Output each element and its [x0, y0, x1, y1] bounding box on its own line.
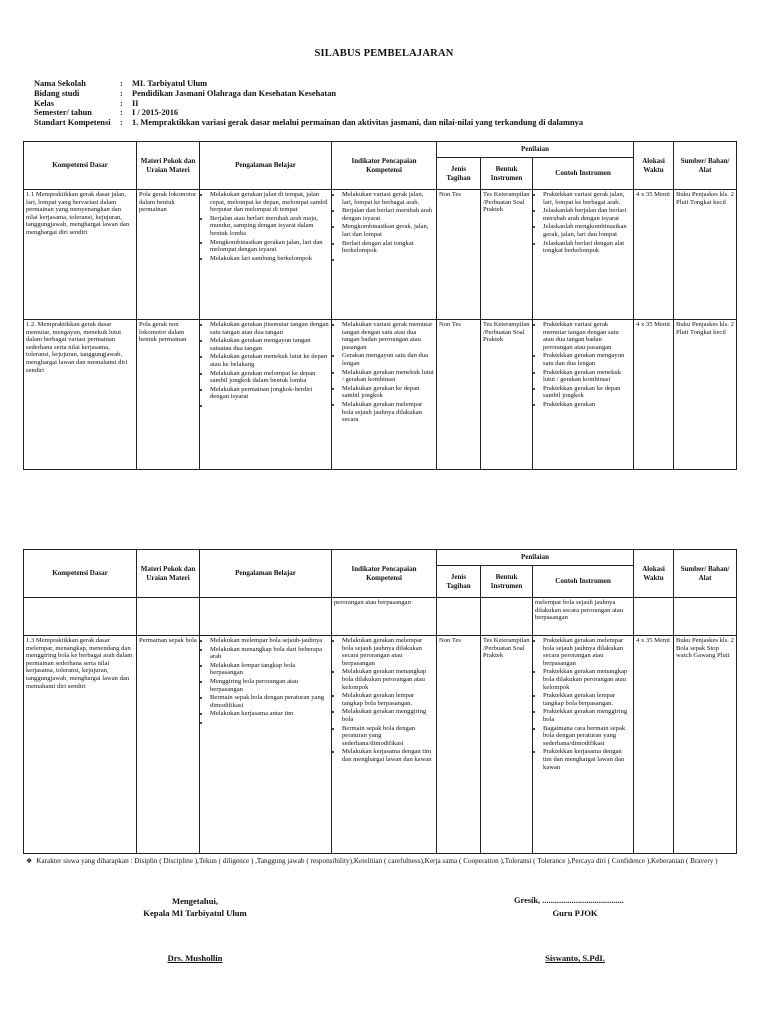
materi-cell: Permainan sepak bola	[137, 636, 200, 854]
header-penilaian: Penilaian	[437, 142, 634, 158]
pengalaman-cell	[200, 636, 332, 854]
sumber-cell: Buku Penjaskes kls. 2 Bola sepak Stop watch Gawang Pluit	[674, 636, 737, 854]
list-item: • Jelaskanlah berjalan dan berlari merubah arah dengan isyarat	[543, 207, 631, 222]
list-item: • Melakukan variasi gerak memutar tangan dengan satu atau dua tangan badan perorangan atau pasangan	[342, 321, 434, 351]
header-sumber: Sumber/ Bahan/ Alat	[674, 142, 737, 190]
table-row	[24, 190, 737, 320]
school-info	[34, 79, 583, 128]
info-label: Kelas	[34, 98, 55, 108]
jenis-cell: Non Tes	[437, 190, 481, 320]
list-item: • Melakukan gerakan menekuk lutut ke depan atau ke belakang	[210, 353, 329, 368]
list-item: • Menggiring bola perorangan atau berpasangan	[210, 678, 329, 693]
jenis-cell: Non Tes	[437, 320, 481, 470]
header-contoh: Contoh Instrumen	[533, 566, 634, 598]
pengalaman-cell	[200, 190, 332, 320]
header-alokasi: Alokasi Waktu	[634, 550, 674, 598]
bentuk-cell: Tes Keterampilan /Perbuatan Soal Praktek	[481, 320, 533, 470]
table-row	[24, 320, 737, 470]
indikator-cell	[332, 636, 437, 854]
list-item: • Gerakan mengayun satu dan dua lengan	[342, 352, 434, 367]
list-item	[210, 402, 329, 410]
list-item: • Melakukan gerakan mengayun tangan satuatau dua tangan	[210, 337, 329, 352]
list-item: • Melakukan menangkap bola dari beberapa arah	[210, 646, 329, 661]
header-indikator: Indikator Pencapaian Kompetensi	[332, 142, 437, 190]
header-sumber: Sumber/ Bahan/ Alat	[674, 550, 737, 598]
list-item: • Praktekkan variasi gerak memutar tangan dengan satu atau dua tangan badan perorangan atau pasangan	[543, 321, 631, 351]
list-item: • Berjalan dan berlari merubah arah dengan isyarat	[342, 207, 434, 222]
syllabus-table-2	[23, 549, 737, 854]
list-item: • Praktekkan gerakan menangkap bola dilakukan perorangan atau kelompok	[543, 668, 631, 691]
materi-cell: Pola gerak lokomotor dalam bentuk permainan	[137, 190, 200, 320]
list-item: • Melakukan permainan jongkok-berdiri dengan isyarat	[210, 386, 329, 401]
list-item: • Melakukan kerjasama antar tim	[210, 710, 329, 718]
list-item: • Melakukan kerjasama dengan tim dan menghargai lawan dan kawan	[342, 748, 434, 763]
alokasi-cell: 4 x 35 Menit	[634, 190, 674, 320]
info-row: Standart Kompetensi : 1. Mempraktikkan variasi gerak dasar melalui permainan dan aktivitas jasmani, dan nilai-nilai yang terkandung di dalamnya	[34, 118, 584, 128]
sumber-cell: Buku Penjaskes kls. 2 Pluit Tongkat kecil	[674, 190, 737, 320]
list-item: • Jelaskanlah berlari dengan alat tongkat berkelompok	[543, 240, 631, 255]
info-label: Semester/ tahun	[34, 108, 92, 118]
list-item: • Bermain sepak bola dengan peraturan yang sederhana/dimodifikasi	[342, 725, 434, 748]
header-materi: Materi Pokok dan Uraian Materi	[137, 142, 200, 190]
contoh-continuation: melempar bola sejauh jauhnya dilakukan secara perorangan atau berpasangan	[533, 598, 634, 636]
alokasi-cell: 4 x 35 Menit	[634, 636, 674, 854]
info-value: MI. Tarbiyatul Ulum	[132, 79, 208, 88]
sumber-cell: Buku Penjaskes kls. 2 Pluit Tongkat kecil	[674, 320, 737, 470]
list-item: • Melakukan gerakan jinsmutar tangan dengan satu tangan atau dua tangan	[210, 321, 329, 336]
header-jenis: Jenis Tagihan	[437, 566, 481, 598]
bentuk-cell: Tes Keterampilan /Perbuatan Soal Praktek	[481, 636, 533, 854]
list-item: • Melakukan gerakan menggiring bola	[342, 708, 434, 723]
list-item: • Mengkombinasikan gerakan jalan, lari dan melompat dengan isyarat	[210, 239, 329, 254]
karakter-note	[26, 857, 736, 866]
info-value: Pendidikan Jasmani Olahraga dan Kesehatan Kesehatan	[132, 88, 337, 98]
list-item: • Melakukan gerakan lempar tangkap bola berpasangan.	[342, 692, 434, 707]
list-item: • Praktekkan gerakan lempar tangkap bola berpasangan.	[543, 692, 631, 707]
header-pengalaman: Pengalaman Belajar	[200, 550, 332, 598]
info-value: 1. Mempraktikkan variasi gerak dasar melalui permainan dan aktivitas jasmani, dan nilai-nilai yang terkandung di dalamnya	[132, 118, 584, 128]
principal-name: Drs. Mushollin	[167, 953, 223, 963]
header-bentuk: Bentuk Instrumen	[481, 158, 533, 190]
list-item	[342, 256, 434, 264]
header-contoh: Contoh Instrumen	[533, 158, 634, 190]
list-item: • Praktekkan gerakan menekuk lutut / gerakan kombinasi	[543, 369, 631, 384]
mengetahui-label: Mengetahui,	[171, 896, 219, 906]
info-row: Nama Sekolah : MI. Tarbiyatul Ulum	[34, 79, 208, 88]
info-value: II	[132, 98, 139, 108]
header-kompetensi: Kompetensi Dasar	[24, 550, 137, 598]
info-label: Standart Kompetensi	[34, 118, 111, 128]
principal-title: Kepala MI Tarbiyatul Ulum	[143, 908, 247, 918]
list-item: • Melakukan gerakan melompat ke depan sambil jongkok dalam bentuk lomba	[210, 370, 329, 385]
alokasi-cell: 4 x 35 Menit	[634, 320, 674, 470]
bentuk-cell: Tes Keterampilan /Perbuatan Soal Praktek	[481, 190, 533, 320]
list-item: • Praktekkan gerakan ke depan sambil jongkok	[543, 385, 631, 400]
list-item: • Melakukan variasi gerak jalan, lari, lompat ke berbagai arah.	[342, 191, 434, 206]
table-row	[24, 598, 737, 636]
list-item: • Mengkombinasikan gerak, jalan, lari dan lompat	[342, 223, 434, 238]
list-item: • Bermain sepak bola dengan peraturan yang dimodifikasi	[210, 694, 329, 709]
header-bentuk: Bentuk Instrumen	[481, 566, 533, 598]
info-value: I / 2015-2016	[132, 108, 179, 118]
jenis-cell: Non Tes	[437, 636, 481, 854]
header-alokasi: Alokasi Waktu	[634, 142, 674, 190]
indikator-continuation: perorangan atau berpasangan	[332, 598, 437, 636]
kd-cell: 1.2. Mempraktikkan gerak dasar memutar, mengayun, menekuk lutut dalam berbagai variasi permainan sederhana serta nilai kerjasama, toleransi, kejujuran, tanggungjawab, menghargai lawan dan memahami diri sendiri	[24, 320, 137, 470]
list-item: • Praktekkan gerakan	[543, 401, 631, 409]
teacher-name: Siswanto, S.PdI.	[545, 953, 605, 963]
list-item: • Berlari dengan alat tongkat berkelompok	[342, 240, 434, 255]
list-item: • Praktekkan gerakan mengayun satu dan dua lengan	[543, 352, 631, 367]
list-item: • Melakukan gerakan ke depan sambil jongkok	[342, 385, 434, 400]
list-item: • Praktekkan gerakan melempar bola sejauh jauhnya dilakukan secara perorangan atau berpasangan	[543, 637, 631, 667]
materi-cell: Pola gerak non lokomotor dalam bentuk permainan	[137, 320, 200, 470]
list-item: • Praktekkan kerjasama dengan tim dan menghargai lawan dan kawan	[543, 748, 631, 771]
header-pengalaman: Pengalaman Belajar	[200, 142, 332, 190]
list-item: • Melakukan melempar bola sejauh-jauhnya	[210, 637, 329, 645]
gresik-date: Gresik, .......................................	[514, 896, 624, 905]
kd-cell: 1.1 Mempraktikkan gerak dasar jalan, lari, lompat yang bervariasi dalam permainan yang menyenangkan dan nilai kerjasama, toleransi, kejujuran, tanggungjawab, menghargai lawan dan menghargai diri sendiri	[24, 190, 137, 320]
header-penilaian: Penilaian	[437, 550, 634, 566]
list-item: • Berjalan atau berlari merubah arah maju, mundur, samping dengan isyarat dalam bentuk lomba	[210, 215, 329, 238]
list-item: • Praktekkan gerakan menggiring bola	[543, 708, 631, 723]
contoh-cell	[533, 320, 634, 470]
list-item	[210, 719, 329, 727]
list-item: • Praktekkan variasi gerak jalan, lari, lompat ke berbagai arah.	[543, 191, 631, 206]
list-item: • Melakukan gerakan melempar bola sejauh jauhnya dilakukan secara	[342, 401, 434, 424]
pengalaman-cell	[200, 320, 332, 470]
contoh-cell	[533, 190, 634, 320]
syllabus-table-1	[23, 141, 737, 470]
list-item: • Jelaskanlah mengkombinasikan gerak, jalan, lari dan lompat	[543, 223, 631, 238]
info-row: Semester/ tahun : I / 2015-2016	[34, 108, 179, 118]
info-row: Bidang studi : Pendidikan Jasmani Olahraga dan Kesehatan Kesehatan	[34, 88, 337, 98]
info-label: Bidang studi	[34, 88, 80, 98]
list-item: • Melakukan gerakan menekuk lutut / gerakan kombinasi	[342, 369, 434, 384]
header-jenis: Jenis Tagihan	[437, 158, 481, 190]
info-row: Kelas : II	[34, 98, 139, 108]
diamond-bullet-icon: ❖	[26, 857, 33, 865]
indikator-cell	[332, 190, 437, 320]
list-item: • Melakukan lempar tangkap bola berpasangan	[210, 662, 329, 677]
kd-cell: 1.3 Mempraktikkan gerak dasar melempar, menangkap, menendang dan menggiring bola ke berbagai arah dalam permainan sederhana serta nilai kerjasama, toleransi, kejujuran, tanggungjawab, menghargai lawan dan memahami diri sendiri	[24, 636, 137, 854]
teacher-title: Guru PJOK	[552, 908, 598, 918]
header-kompetensi: Kompetensi Dasar	[24, 142, 137, 190]
indikator-cell	[332, 320, 437, 470]
karakter-text: Karakter siswa yang diharapkan : Disiplin ( Discipline ),Tekun ( diligence ) ,Tanggung jawab ( responsibility),Ketelitian ( carefulness),Kerja sama ( Cooperation ),Toleransi ( Tolerance ),Percaya diri ( Confidence ),Keberanian ( Bravery )	[36, 857, 718, 865]
list-item: • Melakukan gerakan jalan di tempat, jalan cepat, melompat ke depan, melompat sambil berputar dan melompat di tempat	[210, 191, 329, 214]
list-item: • Melakukan gerakan menangkap bola dilakukan perorangan atau kelompok	[342, 668, 434, 691]
header-materi: Materi Pokok dan Uraian Materi	[137, 550, 200, 598]
list-item: • Bagaimana cara bermain sepak bola dengan peraturan yang sederhana/dimodifikasi	[543, 725, 631, 748]
list-item: • Melakukan gerakan melempar bola sejauh jauhnya dilakukan secara perorangan atau berpasangan	[342, 637, 434, 667]
contoh-cell	[533, 636, 634, 854]
page-title: SILABUS PEMBELAJARAN	[314, 48, 454, 59]
info-label: Nama Sekolah	[34, 79, 86, 88]
table-row	[24, 636, 737, 854]
list-item: • Melakukan lari sambung berkelompok	[210, 255, 329, 263]
header-indikator: Indikator Pencapaian Kompetensi	[332, 550, 437, 598]
